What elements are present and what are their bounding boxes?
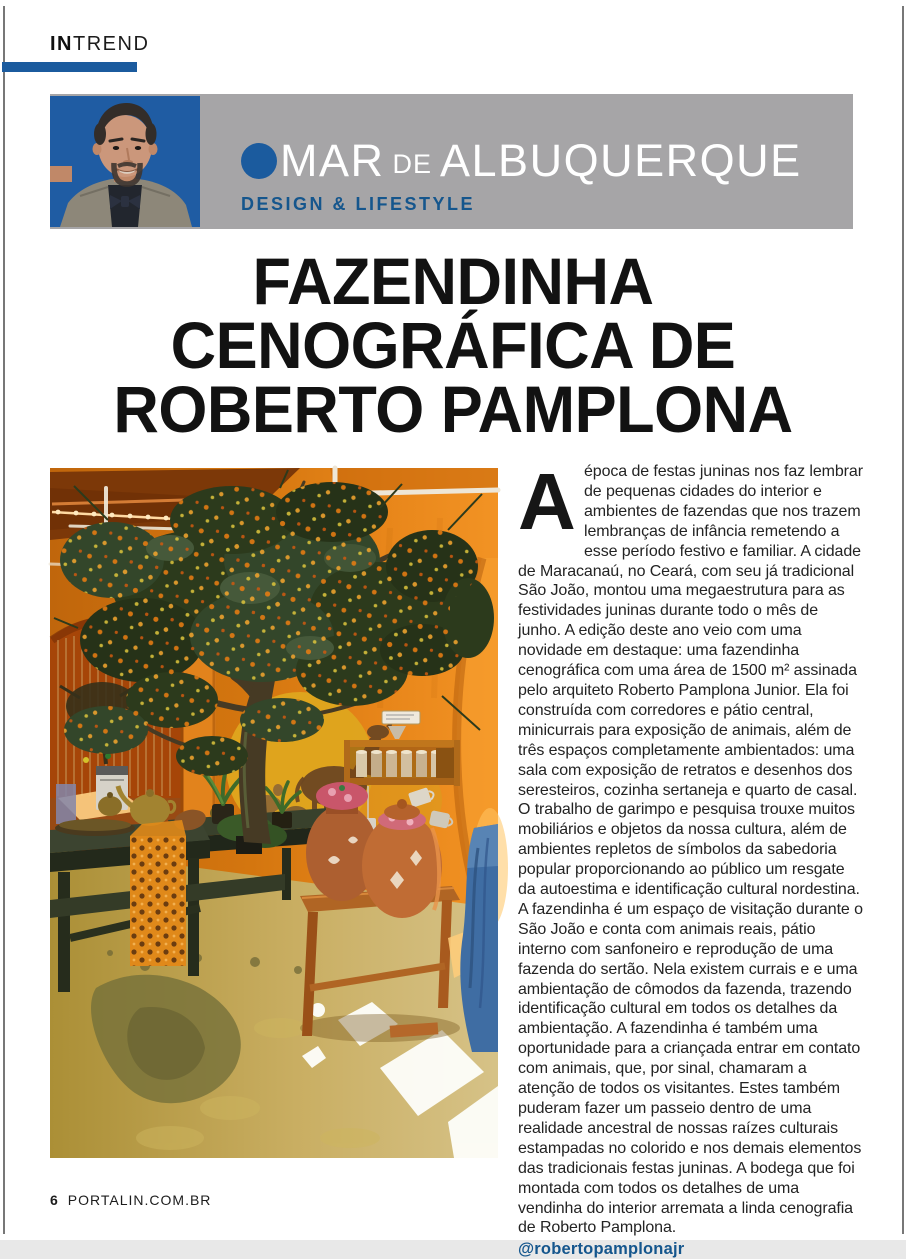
page-edge-line-right [902, 6, 904, 1234]
author-initial-disc [241, 143, 277, 179]
headline-line-1: FAZENDINHA [252, 245, 654, 319]
author-banner [50, 94, 853, 229]
drop-cap: A [518, 457, 574, 546]
author-portrait [50, 96, 200, 227]
banner-text [241, 135, 802, 215]
headline-line-2: CENOGRÁFICA DE [170, 309, 736, 383]
photo-runner [130, 836, 186, 966]
instagram-handle[interactable]: @robertopamplonajr [518, 1240, 685, 1259]
section-kicker [50, 33, 149, 56]
photo-wall-sign [382, 711, 420, 724]
author-name [241, 135, 802, 186]
author-last: ALBUQUERQUE [440, 135, 802, 186]
author-connector: DE [392, 149, 433, 179]
kicker-light: TREND [73, 33, 150, 55]
banner-subtitle: DESIGN & LIFESTYLE [241, 194, 476, 214]
author-first: MAR [280, 135, 385, 186]
page-number: 6 [50, 1192, 59, 1208]
kicker-bold: IN [50, 33, 73, 55]
headline-line-3: ROBERTO PAMPLONA [113, 373, 793, 447]
article-body-column [518, 457, 863, 1259]
page-edge-line-left [3, 6, 5, 1234]
article-photo [50, 468, 498, 1158]
page-footer [50, 1192, 211, 1208]
article-headline [50, 245, 856, 447]
article-paragraph: época de festas juninas nos faz lembrar de pequenas cidades do interior e ambientes de fazendas que nos trazem lembranças de infância remetendo a esse período festivo e familiar. A cidade de Maracanaú, no Ceará, com seu já tradicional São João, montou uma megaestrutura para as festividades juninas durante todo o mês de junho. A edição deste ano veio com uma novidade em destaque: uma fazendinha cenográfica com uma área de 1500 m² assinada pelo arquiteto Roberto Pamplona Junior. Ela foi construída com corredores e pátio central, minicurrais para exposição de animais, além de três espaços completamente ambientados: uma sala com exposição de retratos e desenhos dos seresteiros, cozinha sertaneja e quarto de casal. O trabalho de garimpo e pesquisa trouxe muitos mobiliários e objetos da nossa cultura, além de ambientes repletos de símbolos da sabedoria popular proporcionando ao público um resgate da autoestima e identificação cultural nordestina. A fazendinha é um espaço de visitação durante o São João e conta com animais reais, pátio interno com sanfoneiro e reprodução de uma fazenda do sertão. Nela existem currais e e uma ambientação de cômodos da fazenda, trazendo identificação cultural em todos os detalhes da ambientação. A fazendinha é também uma oportunidade para a criançada entrar em contato com animais, que, por sinal, chamaram a atenção de todos os visitantes. Estes também puderam fazer um passeio dentro de uma realidade ancestral de nossas raízes culturais estampadas no colorido e nos demais elementos das tradicionais festas juninas. A bodega que foi montada com todos os detalhes de uma vendinha do interior arremata a linda cenografia de Roberto Pamplona. [518, 463, 863, 1237]
footer-site: PORTALIN.COM.BR [67, 1192, 212, 1208]
kicker-accent-bar [2, 62, 137, 72]
article-text [518, 457, 863, 1238]
